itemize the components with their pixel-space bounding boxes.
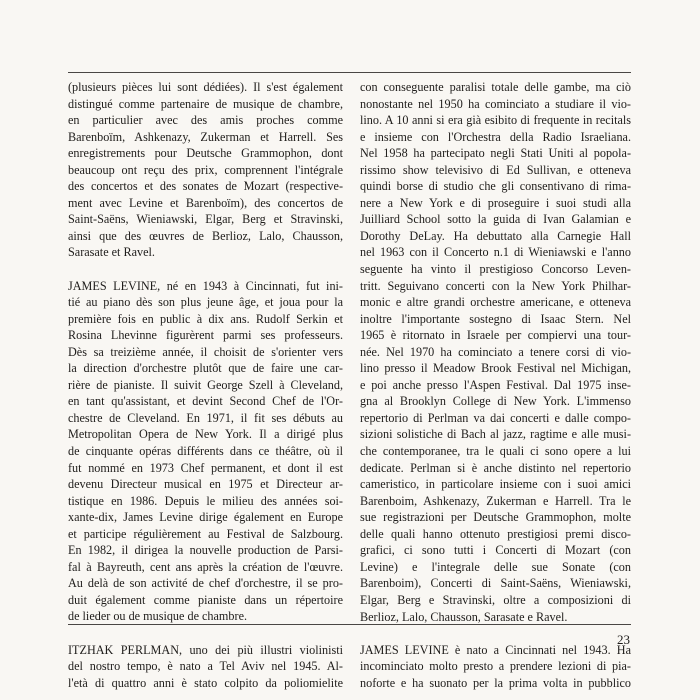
text-line: Barenboïm, Ashkenazy, Zukerman et Harrell. Ses [68,129,343,144]
text-line: lino. A 10 anni si era già esibito di frequente in recitals [360,113,631,128]
text-line: noforte e ha suonato per la prima volta in pubblico [360,675,631,690]
text-line: del nostro tempo, è nato a Tel Aviv nel 1945. Al- [68,659,343,674]
text-line: quindi borse di studio che gli consentivano di rima- [360,179,631,194]
text-line: de cinquante opéras différents dans ce théâtre, où il [68,443,343,458]
text-line: Metropolitan Opera de New York. Il a dirigé plus [68,427,343,442]
paragraph-perlman-it-start [68,642,343,692]
text-line: seguente ha vinto il prestigioso Concorso Leven- [360,262,631,277]
text-line: fal à Bayreuth, cent ans après la création de l'œuvre. [68,559,343,574]
text-line: tié au piano dès son plus jeune âge, et joua pour la [68,295,343,310]
text-line: de lieder ou de musique de chambre. [68,609,248,624]
text-line: enregistrements pour Deutsche Grammophon, dont [68,146,343,161]
text-line: tritt. Seguivano concerti con la New York Philhar- [360,278,631,293]
text-line: cameristico, in particolare insieme con i suoi amici [360,477,631,492]
text-line: incominciato molto presto a prendere lezioni di pia- [360,659,631,674]
text-line: nere a New York e di proseguire i suoi studi alla [360,195,631,210]
text-line: e poi anche presso l'Aspen Festival. Dal 1975 inse- [360,377,631,392]
text-line: Dorothy DeLay. Ha debuttato alla Carnegie Hall [360,228,631,243]
text-line: Dès sa treizième année, il choisit de s'orienter vers [68,344,343,359]
text-line: Levine) e l'integrale delle sue Sonate (con [360,559,631,574]
text-line: (plusieurs pièces lui sont dédiées). Il s'est également [68,80,343,94]
text-line: JAMES LEVINE è nato a Cincinnati nel 1943. Ha [360,642,631,657]
text-line: En 1982, il dirigea la nouvelle production de Parsi- [68,543,343,558]
text-line: che contemporanee, tra le quali ci sono opere a lui [360,444,631,459]
text-line: en tant qu'assistant, et devint Second Chef de l'Or- [68,394,343,409]
page-number: 23 [617,632,630,647]
text-line: l'età di quattro anni è stato colpito da poliomielite [68,675,343,690]
text-line: inoltre l'importante sostegno di Isaac Stern. Nel [360,311,631,326]
text-line: 1965 è ritornato in Israele per compiervi una tour- [360,328,631,343]
text-line: JAMES LEVINE, né en 1943 à Cincinnati, fut ini- [68,278,343,293]
text-line: nonostante nel 1950 ha cominciato a studiare il vio- [360,96,631,111]
paragraph-levine-fr [68,278,343,625]
text-line: sue registrazioni per Deutsche Grammophon, molte [360,510,631,525]
text-line: chestre de Cleveland. En 1971, il fit ses débuts au [68,410,343,425]
text-line: devenu Directeur musical en 1975 et Directeur ar- [68,477,343,492]
text-line: gna al Brooklyn College di New York. L'immenso [360,394,631,409]
bottom-rule [68,624,631,625]
text-line: et participe régulièrement au Festival de Salzbourg. [68,526,343,541]
text-line: Au delà de son activité de chef d'orchestre, il se pro- [68,576,343,591]
text-line: Elgar, Berg e Stravinski, oltre a composizioni di [360,592,631,607]
text-line: la direction d'orchestre plutôt que de faire une car- [68,361,343,376]
text-line: dedicate. Perlman si è anche distinto nel repertorio [360,460,631,475]
text-line: rissimo show televisivo di Ed Sullivan, e otteneva [360,162,631,177]
text-line: tistique en 1986. Depuis le milieu des années soi- [68,493,343,508]
text-line: xante-dix, James Levine dirige également en Europe [68,510,343,525]
left-column [68,79,343,691]
text-line: Barenboim), Concerti di Saint-Saëns, Wieniawski, [360,576,631,591]
paragraph-perlman-fr-end [68,79,343,261]
text-line: Nel 1958 ha partecipato negli Stati Uniti al popola- [360,146,631,161]
text-line: beaucoup ont reçu des prix, comprennent l'intégrale [68,162,343,177]
text-line: Juilliard School sotto la guida di Ivan Galamian e [360,212,631,227]
text-line: Berlioz, Lalo, Chausson, Sarasate e Ravel. [360,609,568,624]
right-column [360,79,631,691]
text-line: lino presso il Meadow Brook Festival nel Michigan, [360,361,631,376]
text-line: des concertos et des sonates de Mozart (respective- [68,179,343,194]
text-line: en particulier avec des amis proches comme [68,113,343,128]
text-line: con conseguente paralisi totale delle gambe, ma ciò [360,80,631,94]
text-line: Barenboim, Ashkenazy, Zukerman e Harrell. Tra le [360,493,631,508]
text-line: Rosina Lhevinne figurèrent parmi ses professeurs. [68,328,343,343]
text-line: repertorio di Perlman va dai concerti e dalle compo- [360,410,631,425]
text-line: fut nommé en 1973 Chef permanent, et dont il est [68,460,343,475]
text-line: Sarasate et Ravel. [68,245,155,260]
text-line: nel 1963 con il Concerto n.1 di Wieniawski e l'anno [360,245,631,260]
text-line: Saint-Saëns, Wieniawski, Elgar, Berg et Stravinski, [68,212,343,227]
text-line: sizioni solistiche di Bach al jazz, ragtime e alle musi- [360,427,631,442]
top-rule [68,72,631,73]
text-line: ment avec Levine et Barenboïm), des concertos de [68,195,343,210]
text-line: ainsi que des œuvres de Berlioz, Lalo, Chausson, [68,228,343,243]
paragraph-levine-it-start [360,642,631,692]
text-line: monic e altre grandi orchestre americane, e otteneva [360,295,631,310]
text-line: rière de pianiste. Il suivit George Szell à Cleveland, [68,377,343,392]
text-line: grafici, ci sono tutti i Concerti di Mozart (con [360,543,631,558]
text-line: née. Nel 1970 ha cominciato a tenere corsi di vio- [360,344,631,359]
paragraph-perlman-it-cont [360,79,631,625]
text-line: ITZHAK PERLMAN, uno dei più illustri violinisti [68,642,343,657]
text-line: première fois en public à dix ans. Rudolf Serkin et [68,311,343,326]
text-line: e insieme con l'Orchestra della Radio Israeliana. [360,129,631,144]
text-line: duit également comme pianiste dans un répertoire [68,592,343,607]
text-line: delle quali hanno ottenuto prestigiosi premi disco- [360,526,631,541]
text-line: distingué comme partenaire de musique de chambre, [68,96,343,111]
